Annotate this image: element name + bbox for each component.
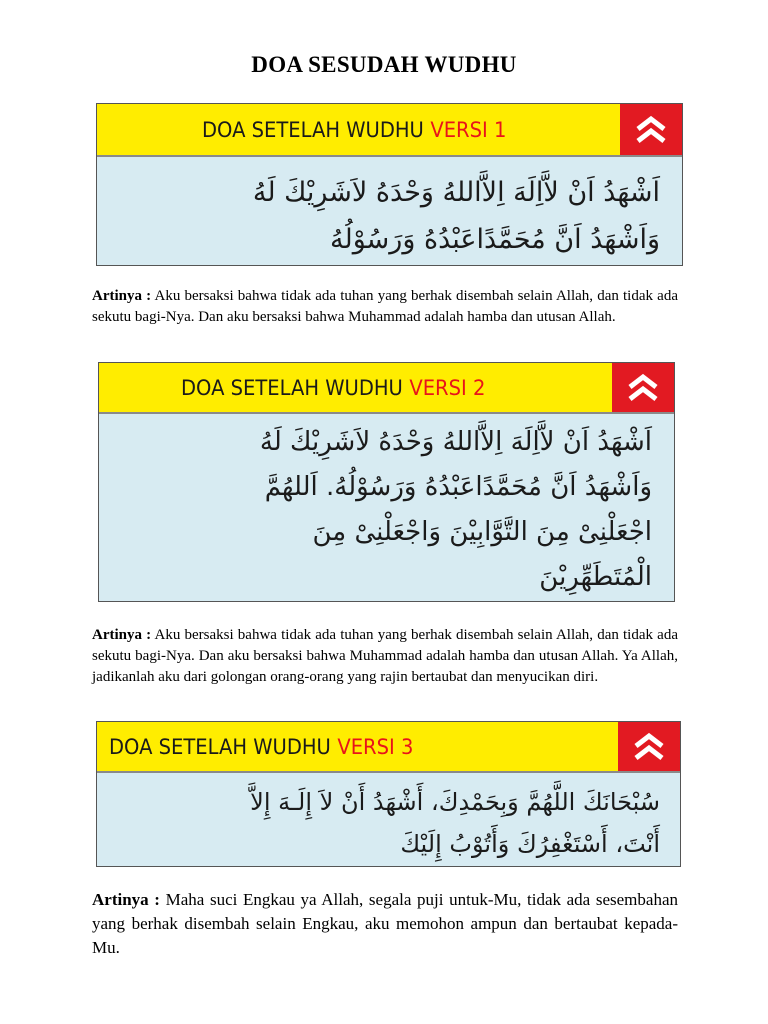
card-version: VERSI 1 [430,117,507,142]
meaning-label: Artinya : [92,627,152,643]
meaning-text: Maha suci Engkau ya Allah, segala puji untuk-Mu, tidak ada sesembahan yang berhak disembah selain Engkau, aku memohon ampun dan bertaubat kepada-Mu. [92,890,679,957]
doa-card-versi-1 [96,103,683,266]
card-badge [612,363,674,412]
card-title-text: DOA SETELAH WUDHU [202,117,424,142]
arabic-text: اَشْهَدُ اَنْ لاَّاِلَهَ اِلاَّاللهُ وَحْدَهُ لاَشَرِيْكَ لَهُ وَاَشْهَدُ اَنَّ مُحَمَّدًاعَبْدُهُ وَرَسُوْلُهُ [252,177,660,255]
card-title [109,722,413,771]
doa-card-versi-3 [96,721,681,867]
card-badge [618,722,680,771]
card-title [202,104,506,155]
card-header [97,722,680,773]
meaning-paragraph [92,286,678,328]
card-title-text: DOA SETELAH WUDHU [181,375,403,400]
double-chevron-up-icon [626,373,660,403]
meaning-label: Artinya : [92,890,160,909]
doa-card-versi-2 [98,362,675,602]
card-version: VERSI 2 [409,375,486,400]
card-badge [620,104,682,155]
meaning-text: Aku bersaksi bahwa tidak ada tuhan yang berhak disembah selain Allah, dan tidak ada sekutu bagi-Nya. Dan aku bersaksi bahwa Muhammad adalah hamba dan utusan Allah. [92,288,678,325]
arabic-text: سُبْحَانَكَ اللَّهُمَّ وَبِحَمْدِكَ، أَشْهَدُ أَنْ لاَ إِلَـهَ إِلاَّ أَنْتَ، أَسْتَغْفِرُكَ وَأَتُوْبُ إِلَيْكَ [250,788,660,858]
double-chevron-up-icon [632,732,666,762]
meaning-paragraph [92,625,678,688]
card-version: VERSI 3 [337,734,414,759]
double-chevron-up-icon [634,115,668,145]
card-title [181,363,485,412]
meaning-label: Artinya : [92,288,152,304]
meaning-text: Aku bersaksi bahwa tidak ada tuhan yang berhak disembah selain Allah, dan tidak ada sekutu bagi-Nya. Dan aku bersaksi bahwa Muhammad adalah hamba dan utusan Allah. Ya Allah, jadikanlah aku dari golongan orang-orang yang rajin bertaubat dan menyucikan diri. [92,627,678,685]
arabic-text: اَشْهَدُ اَنْ لاَّاِلَهَ اِلاَّاللهُ وَحْدَهُ لاَشَرِيْكَ لَهُ وَاَشْهَدُ اَنَّ مُحَمَّدًاعَبْدُهُ وَرَسُوْلُهُ. اَللهُمَّ اجْعَلْنِىْ مِنَ التَّوَّابِيْنَ وَاجْعَلْنِىْ مِنَ الْمُتَطَهِّرِيْنَ [259,427,652,592]
card-header [99,363,674,414]
card-title-text: DOA SETELAH WUDHU [109,734,331,759]
card-header [97,104,682,157]
meaning-paragraph [92,888,678,960]
page-title: DOA SESUDAH WUDHU [251,52,517,77]
